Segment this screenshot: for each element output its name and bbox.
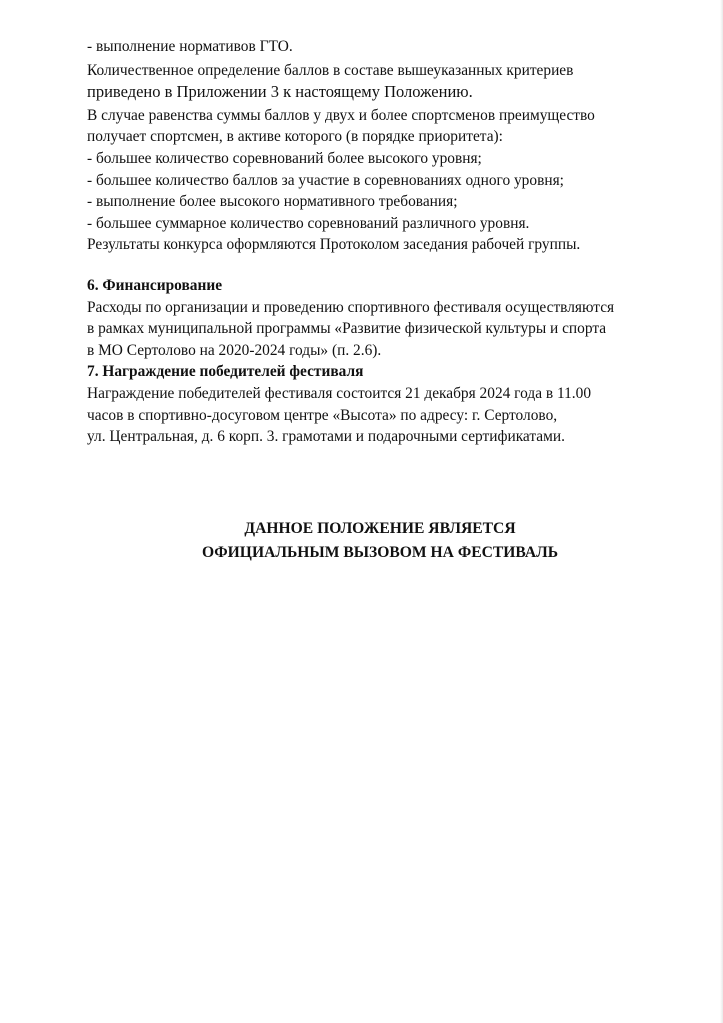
tie-paragraph-line2: получает спортсмен, в активе которого (в порядке приоритета): <box>87 128 503 146</box>
scoring-paragraph-line2: приведено в Приложении 3 к настоящему Положению. <box>87 82 473 102</box>
closing-line-1: ДАННОЕ ПОЛОЖЕНИЕ ЯВЛЯЕТСЯ <box>244 520 516 537</box>
section-6-line3: в МО Сертолово на 2020-2024 годы» (п. 2.6). <box>87 341 382 359</box>
section-6-heading: 6. Финансирование <box>87 276 223 294</box>
closing-line-2: ОФИЦИАЛЬНЫМ ВЫЗОВОМ НА ФЕСТИВАЛЬ <box>201 544 559 561</box>
scoring-paragraph-line1: Количественное определение баллов в составе вышеуказанных критериев <box>87 61 574 79</box>
tie-paragraph-line1: В случае равенства суммы баллов у двух и более спортсменов преимущество <box>87 106 595 124</box>
section-7-heading: 7. Награждение победителей фестиваля <box>87 363 364 381</box>
closing-statement <box>87 517 673 565</box>
priority-item-2: - большее количество баллов за участие в соревнованиях одного уровня; <box>87 171 564 189</box>
section-6-line2: в рамках муниципальной программы «Развитие физической культуры и спорта <box>87 320 607 338</box>
section-7-line1: Награждение победителей фестиваля состоится 21 декабря 2024 года в 11.00 <box>87 384 592 402</box>
priority-item-1: - большее количество соревнований более высокого уровня; <box>87 149 482 167</box>
priority-item-3: - выполнение более высокого нормативного требования; <box>87 193 458 211</box>
document-body <box>87 36 673 448</box>
section-7-line3: ул. Центральная, д. 6 корп. 3. грамотами и подарочными сертификатами. <box>87 428 565 446</box>
section-6-line1: Расходы по организации и проведению спортивного фестиваля осуществляются <box>87 298 615 316</box>
gto-item: - выполнение нормативов ГТО. <box>87 38 293 55</box>
results-paragraph: Результаты конкурса оформляются Протоколом заседания рабочей группы. <box>87 236 581 254</box>
section-7-line2: часов в спортивно-досуговом центре «Высота» по адресу: г. Сертолово, <box>87 406 558 424</box>
priority-item-4: - большее суммарное количество соревнований различного уровня. <box>87 214 530 232</box>
